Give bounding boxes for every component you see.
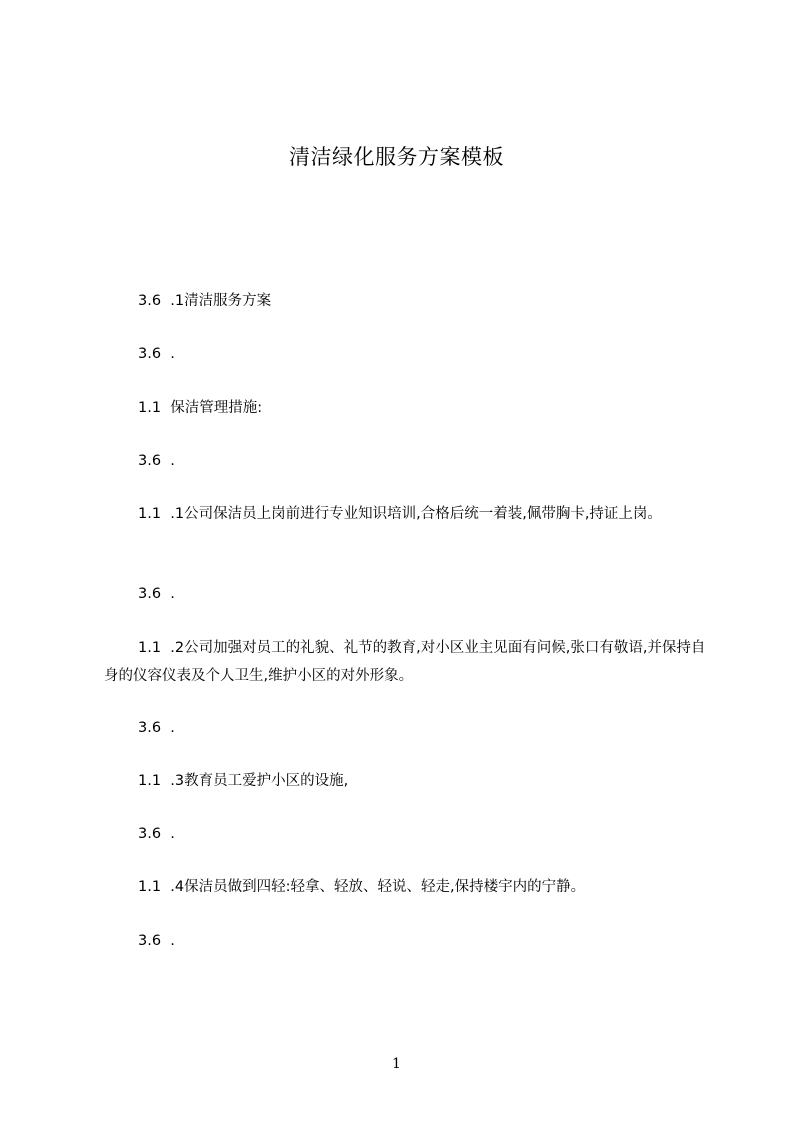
paragraph-subheading: 1.1 保洁管理措施: xyxy=(138,400,263,416)
paragraph-number: 3.6 . xyxy=(138,453,175,469)
paragraph-number: 3.6 . xyxy=(138,346,175,362)
paragraph-number: 3.6 . xyxy=(138,720,175,736)
paragraph-item-1: 1.1 .1公司保洁员上岗前进行专业知识培训,合格后统一着装,佩带胸卡,持证上岗。 xyxy=(138,506,662,522)
paragraph-number: 3.6 . xyxy=(138,826,175,842)
document-title: 清洁绿化服务方案模板 xyxy=(289,145,504,169)
paragraph-item-2: 1.1 .2公司加强对员工的礼貌、礼节的教育,对小区业主见面有问候,张口有敬语,并保持自身的仪容仪表及个人卫生,维护小区的对外形象。 xyxy=(104,640,706,684)
paragraph-number: 3.6 . xyxy=(138,586,175,602)
paragraph-item-3: 1.1 .3教育员工爱护小区的设施, xyxy=(138,773,349,789)
paragraph-number: 3.6 . xyxy=(138,933,175,949)
page-number: 1 xyxy=(392,1056,401,1072)
paragraph-item-4: 1.1 .4保洁员做到四轻:轻拿、轻放、轻说、轻走,保持楼宇内的宁静。 xyxy=(138,879,586,895)
paragraph-section-heading: 3.6 .1清洁服务方案 xyxy=(138,293,272,309)
